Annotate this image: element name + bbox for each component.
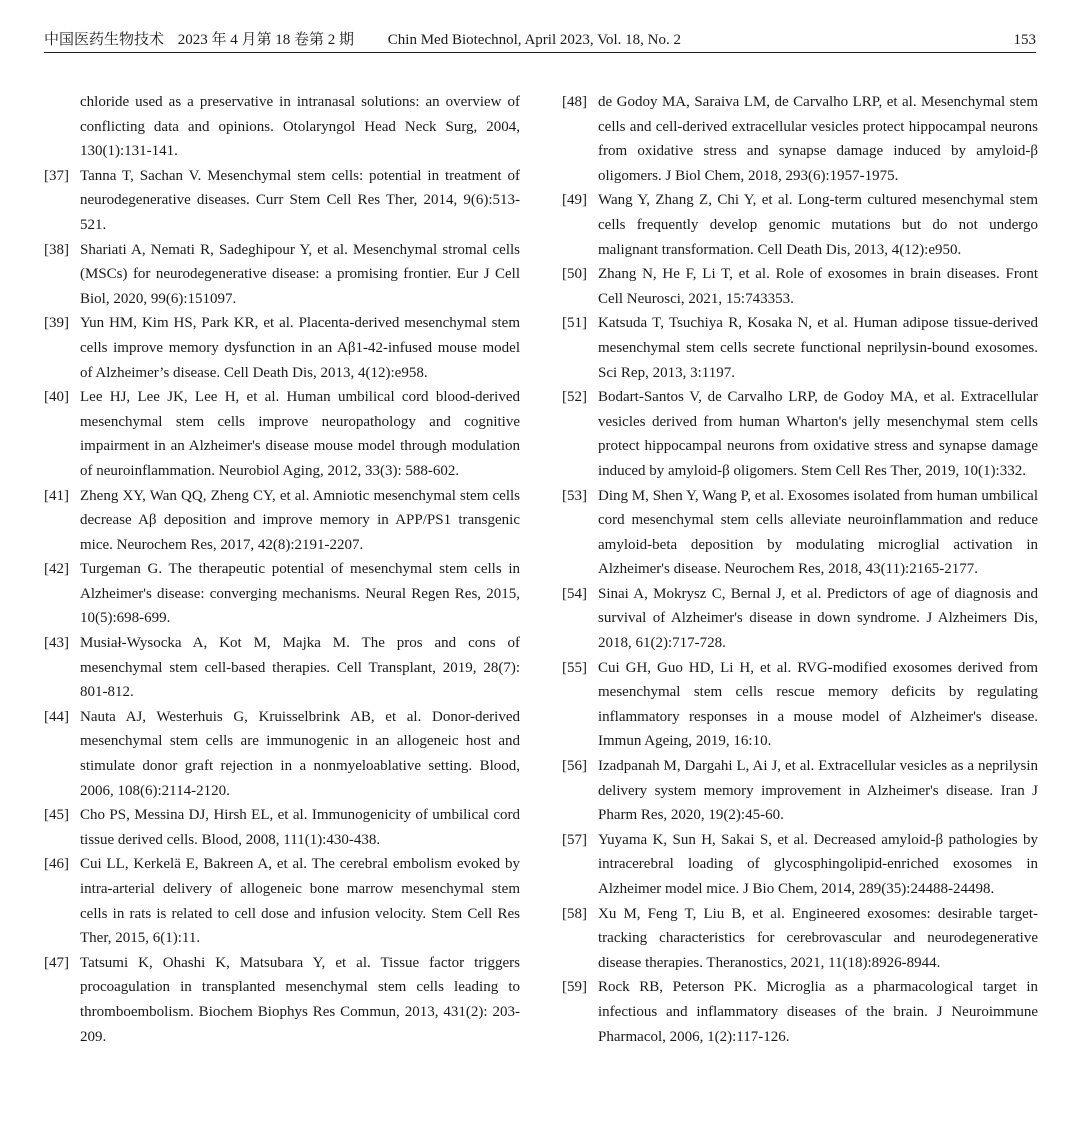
reference-item [44,484,520,558]
reference-text: Rock RB, Peterson PK. Microglia as a pharmacological target in infectious and inflammatory diseases of the brain. J Neuroimmune Pharmacol, 2006, 1(2):117-126. [598,979,1038,1045]
reference-item [44,557,520,631]
reference-text: Sinai A, Mokrysz C, Bernal J, et al. Predictors of age of diagnosis and survival of Alzheimer's disease in down syndrome. J Alzheimers Dis, 2018, 61(2):717-728. [598,585,1038,652]
reference-item [562,484,1038,582]
reference-number: [37] [44,167,69,184]
reference-item [562,385,1038,483]
reference-text: Zheng XY, Wan QQ, Zheng CY, et al. Amniotic mesenchymal stem cells decrease Aβ deposition and improve memory in APP/PS1 transgenic mice. Neurochem Res, 2017, 42(8):2191-2207. [80,487,520,553]
reference-item [562,902,1038,976]
issue-info-cn: 2023 年 4 月第 18 卷第 2 期 [177,32,355,48]
page-number: 153 [1013,32,1036,48]
reference-number: [50] [562,266,587,283]
reference-text: Ding M, Shen Y, Wang P, et al. Exosomes isolated from human umbilical cord mesenchymal stem cells alleviate neuroinflammation and reduce amyloid-beta deposition by modulating microglial activation in Alzheimer's disease. Neurochem Res, 2018, 43(11):2165-2177. [598,487,1038,578]
reference-item [44,803,520,852]
reference-text: Cui LL, Kerkelä E, Bakreen A, et al. The cerebral embolism evoked by intra-arterial delivery of allogeneic bone marrow mesenchymal stem cells in rats is related to cell dose and infusion velocity. Stem Cell Res Ther, 2015, 6(1):11. [80,856,520,947]
reference-text: Katsuda T, Tsuchiya R, Kosaka N, et al. Human adipose tissue-derived mesenchymal stem cells secrete functional neprilysin-bound exosomes. Sci Rep, 2013, 3:1197. [598,315,1038,381]
reference-text: Lee HJ, Lee JK, Lee H, et al. Human umbilical cord blood-derived mesenchymal stem cells improve neuropathology and cognitive impairment in an Alzheimer's disease mouse model through modulation of neuroinflammation. Neurobiol Aging, 2012, 33(3): 588-602. [80,389,520,479]
reference-item [562,582,1038,656]
reference-number: [56] [562,758,587,775]
reference-text: Shariati A, Nemati R, Sadeghipour Y, et al. Mesenchymal stromal cells (MSCs) for neurodegenerative disease: a promising frontier. Eur J Cell Biol, 2020, 99(6):151097. [80,241,520,307]
reference-item [44,852,520,950]
reference-item [44,705,520,803]
reference-number: [54] [562,585,587,602]
reference-item [44,90,520,164]
reference-number: [41] [44,487,69,504]
reference-item [562,188,1038,262]
reference-number: [48] [562,94,587,110]
reference-column-right [562,90,1038,1049]
reference-text: Cui GH, Guo HD, Li H, et al. RVG-modified exosomes derived from mesenchymal stem cells rescue memory deficits by regulating inflammatory responses in a mouse model of Alzheimer's disease. Immun Ageing, 2019, 16:10. [598,659,1038,750]
reference-item [562,311,1038,385]
reference-item [562,975,1038,1049]
reference-number: [40] [44,389,69,406]
reference-number: [38] [44,241,69,258]
reference-item [562,754,1038,828]
reference-number: [59] [562,979,587,996]
reference-text: Cho PS, Messina DJ, Hirsh EL, et al. Immunogenicity of umbilical cord tissue derived cells. Blood, 2008, 111(1):430-438. [80,807,520,848]
reference-text: Bodart-Santos V, de Carvalho LRP, de Godoy MA, et al. Extracellular vesicles derived from human Wharton's jelly mesenchymal stem cells protect hippocampal neurons from oxidative stress and synapse damage induced by amyloid-β oligomers. Stem Cell Res Ther, 2019, 10(1):332. [598,389,1038,479]
reference-number: [44] [44,708,69,725]
reference-item [562,656,1038,754]
citation-en: Chin Med Biotechnol, April 2023, Vol. 18, No. 2 [387,32,681,48]
reference-item [44,238,520,312]
reference-text: Turgeman G. The therapeutic potential of mesenchymal stem cells in Alzheimer's disease: converging mechanisms. Neural Regen Res, 2015, 10(5):698-699. [80,561,520,627]
reference-number: [58] [562,905,587,922]
reference-text: Wang Y, Zhang Z, Chi Y, et al. Long-term cultured mesenchymal stem cells frequently develop genomic mutations but do not undergo malignant transformation. Cell Death Dis, 2013, 4(12):e950. [598,192,1038,258]
reference-item [44,951,520,1049]
reference-text: Musiał-Wysocka A, Kot M, Majka M. The pros and cons of mesenchymal stem cell-based therapies. Cell Transplant, 2019, 28(7): 801-812. [80,635,520,701]
journal-name-cn: 中国医药生物技术 [44,32,165,48]
reference-column-left [44,90,520,1049]
reference-number: [53] [562,487,587,504]
reference-number: [55] [562,659,587,676]
reference-number: [47] [44,954,69,971]
reference-item [562,90,1038,188]
reference-number: [39] [44,315,69,332]
header-left [44,28,681,52]
reference-item [562,828,1038,902]
reference-item [44,164,520,238]
reference-text: Yuyama K, Sun H, Sakai S, et al. Decreased amyloid-β pathologies by intracerebral loading of glycosphingolipid-enriched exosomes in Alzheimer model mice. J Bio Chem, 2014, 289(35):24488-24498. [598,831,1038,897]
reference-number: [52] [562,389,587,406]
reference-number: [51] [562,315,587,332]
reference-text: de Godoy MA, Saraiva LM, de Carvalho LRP, et al. Mesenchymal stem cells and cell-derived extracellular vesicles protect hippocampal neurons from oxidative stress and synapse damage induced by amyloid-β oligomers. J Biol Chem, 2018, 293(6):1957-1975. [598,94,1038,184]
reference-item [44,385,520,483]
reference-number: [49] [562,192,587,209]
reference-text: Tanna T, Sachan V. Mesenchymal stem cells: potential in treatment of neurodegenerative diseases. Curr Stem Cell Res Ther, 2014, 9(6):513-521. [80,167,520,233]
running-header [44,28,1036,53]
reference-item [44,631,520,705]
reference-text: Izadpanah M, Dargahi L, Ai J, et al. Extracellular vesicles as a neprilysin delivery system memory improvement in Alzheimer's disease. Iran J Pharm Res, 2020, 19(2):45-60. [598,758,1038,824]
reference-number: [43] [44,635,69,652]
reference-item [44,311,520,385]
reference-text: Tatsumi K, Ohashi K, Matsubara Y, et al. Tissue factor triggers procoagulation in transplanted mesenchymal stem cells leading to thromboembolism. Biochem Biophys Res Commun, 2013, 431(2): 203-209. [80,954,520,1045]
reference-number: [57] [562,831,587,848]
reference-text: Xu M, Feng T, Liu B, et al. Engineered exosomes: desirable target-tracking characteristics for cerebrovascular and neurodegenerative disease therapies. Theranostics, 2021, 11(18):8926-8944. [598,905,1038,971]
reference-number: [45] [44,807,69,824]
reference-item [562,262,1038,311]
reference-text: chloride used as a preservative in intranasal solutions: an overview of conflicting data and opinions. Otolaryngol Head Neck Surg, 2004, 130(1):131-141. [80,94,520,160]
reference-number: [42] [44,561,69,578]
reference-text: Yun HM, Kim HS, Park KR, et al. Placenta-derived mesenchymal stem cells improve memory dysfunction in an Aβ1-42-infused mouse model of Alzheimer’s disease. Cell Death Dis, 2013, 4(12):e958. [80,315,520,381]
reference-text: Zhang N, He F, Li T, et al. Role of exosomes in brain diseases. Front Cell Neurosci, 2021, 15:743353. [598,266,1038,307]
reference-text: Nauta AJ, Westerhuis G, Kruisselbrink AB, et al. Donor-derived mesenchymal stem cells are immunogenic in an allogeneic host and stimulate donor graft rejection in a nonmyeloablative setting. Blood, 2006, 108(6):2114-2120. [80,708,520,799]
reference-number: [46] [44,856,69,873]
